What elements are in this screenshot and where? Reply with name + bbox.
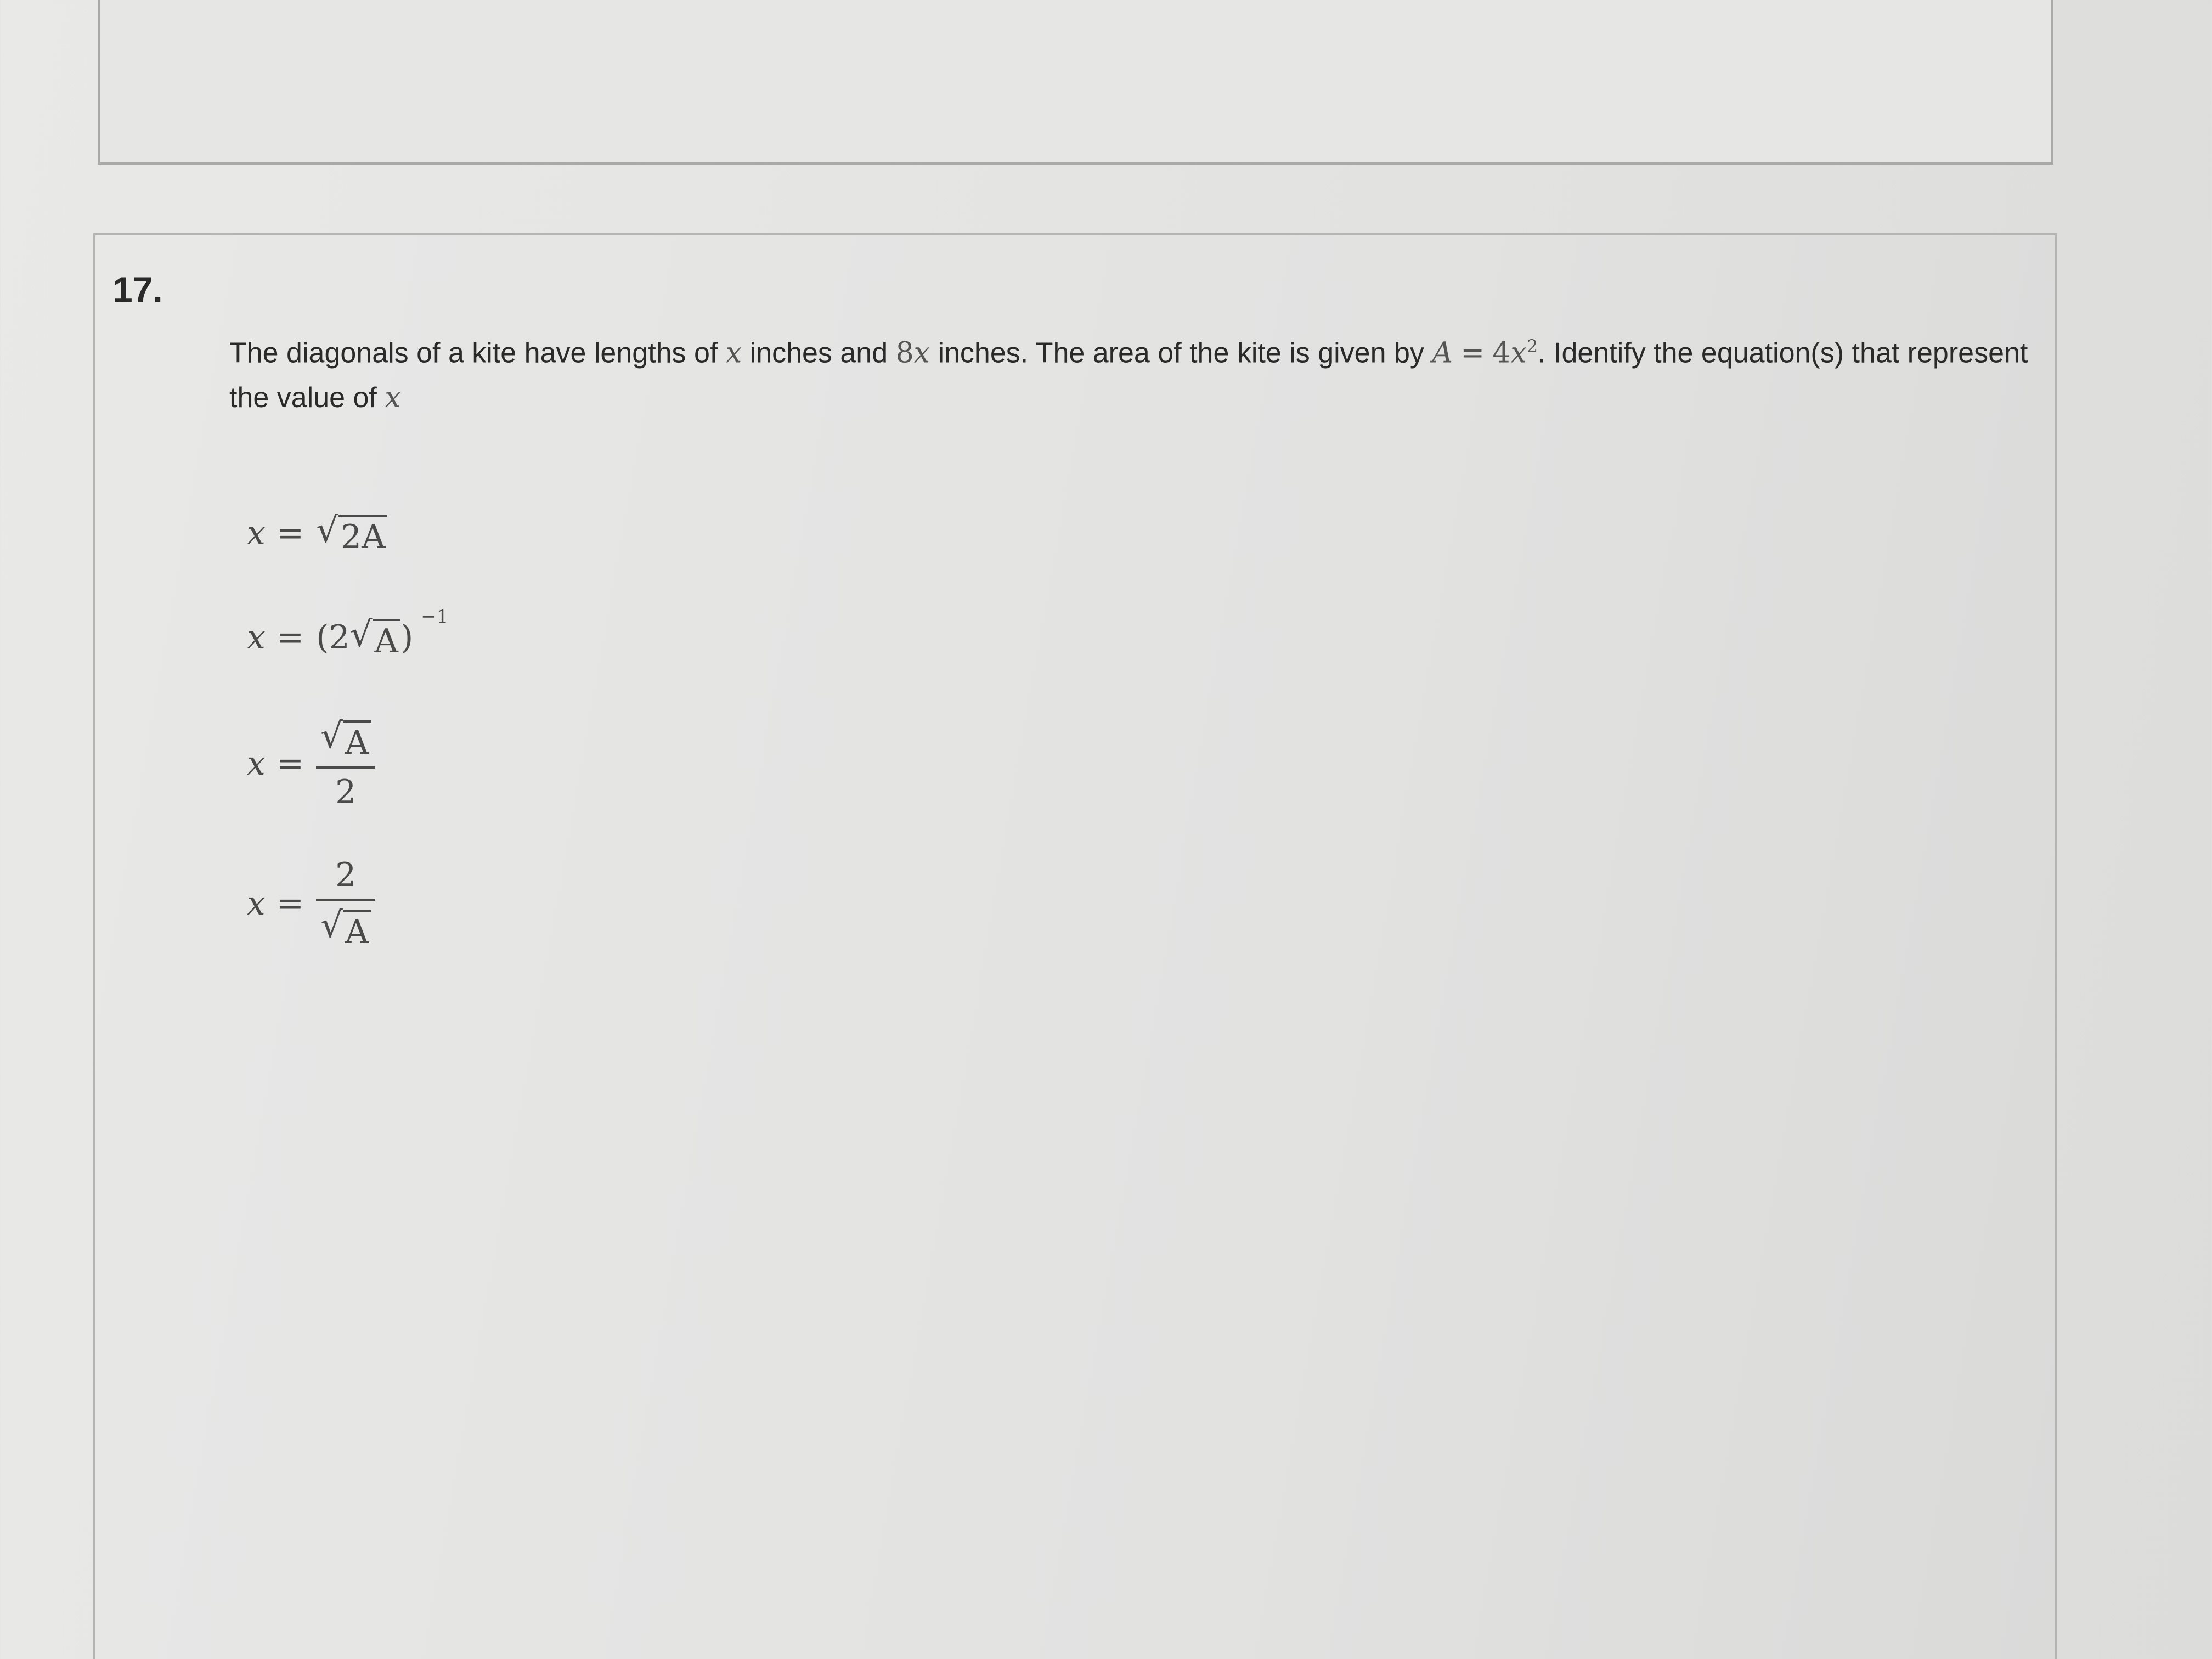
question-text-part: inches. The area of the kite is given by	[930, 337, 1432, 369]
numerator: 2	[335, 856, 357, 894]
choice-lhs: x	[247, 744, 266, 783]
radical-sign: √	[320, 905, 343, 946]
math-number: 4	[1492, 336, 1511, 370]
question-number: 17.	[112, 269, 163, 310]
close-paren: )	[400, 618, 414, 657]
fraction-bar	[316, 766, 375, 769]
radical-sign: √	[349, 614, 373, 655]
answer-choice-4[interactable]	[247, 856, 375, 951]
math-variable: x	[913, 336, 930, 370]
answer-choice-2[interactable]	[247, 606, 449, 661]
radicand: A	[343, 910, 371, 951]
radicand: A	[343, 720, 371, 762]
choice-equals: =	[276, 618, 304, 657]
answer-choice-1[interactable]	[247, 510, 387, 556]
radicand: 2A	[338, 515, 388, 556]
fraction	[316, 856, 375, 951]
math-number: 8	[895, 336, 914, 370]
question-text	[229, 324, 2029, 420]
question-text-part: inches and	[742, 337, 896, 369]
exponent: −1	[421, 606, 449, 628]
question-text-part: The diagonals of a kite have lengths of	[229, 337, 726, 369]
radical-sign: √	[320, 716, 343, 757]
math-variable: A	[1432, 336, 1453, 370]
choice-equals: =	[276, 514, 304, 552]
answer-choice-3[interactable]	[247, 716, 375, 811]
choice-lhs: x	[247, 514, 266, 552]
choice-lhs: x	[247, 884, 266, 923]
fraction-bar	[316, 899, 375, 901]
square-root	[316, 510, 387, 556]
fraction	[316, 716, 375, 811]
math-variable: x	[1510, 336, 1527, 370]
choice-equals: =	[276, 884, 304, 923]
denominator: 2	[335, 773, 357, 811]
math-exponent: 2	[1526, 336, 1538, 357]
square-root	[350, 614, 400, 661]
numerator	[316, 716, 375, 762]
open-paren: (2	[316, 618, 350, 657]
question-text-part: . Identify the equation(s) that represent the value of	[229, 337, 2028, 414]
denominator	[316, 905, 375, 951]
radical-sign: √	[316, 510, 338, 551]
math-equals: =	[1460, 336, 1485, 370]
math-variable: x	[385, 381, 401, 415]
math-variable: x	[725, 336, 742, 370]
previous-question-box	[98, 0, 2053, 165]
question-box	[93, 233, 2057, 1659]
choice-lhs: x	[247, 618, 266, 657]
choice-equals: =	[276, 744, 304, 783]
radicand: A	[373, 619, 400, 661]
